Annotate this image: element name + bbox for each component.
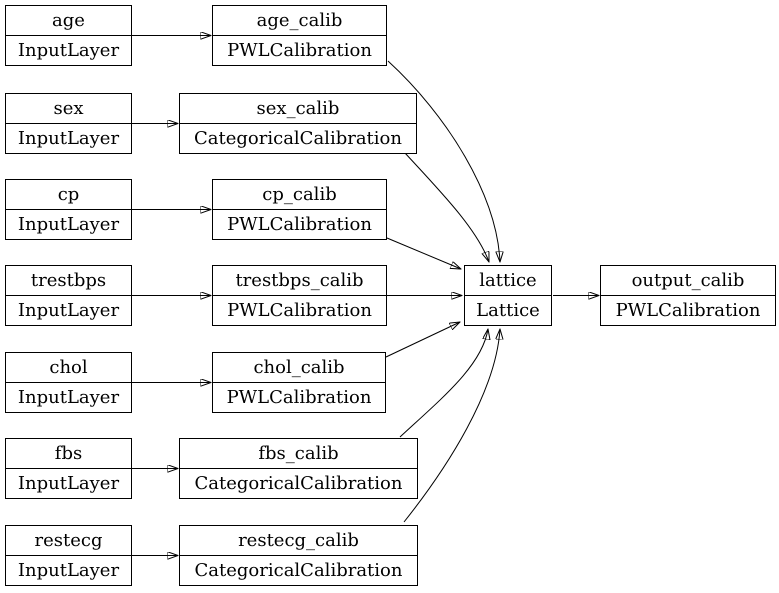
node-name-label: chol — [6, 353, 131, 383]
edge-restecg_calib-to-lattice — [404, 329, 500, 522]
node-type-label: InputLayer — [17, 299, 120, 321]
node-fbs-calib — [179, 438, 418, 499]
edge-cp_calib-to-lattice — [387, 238, 461, 269]
node-name-label: fbs_calib — [180, 439, 417, 469]
node-sex — [5, 93, 132, 154]
node-name-label: trestbps_calib — [213, 266, 386, 296]
node-name-label: age — [6, 6, 131, 36]
node-type-label: Lattice — [476, 299, 540, 321]
node-name-label: age_calib — [213, 6, 386, 36]
node-type-label: CategoricalCalibration — [194, 472, 403, 494]
node-name-label: output_calib — [601, 266, 775, 296]
node-cp — [5, 179, 132, 240]
edge-fbs_calib-to-lattice — [400, 329, 488, 437]
node-chol-calib — [212, 352, 386, 413]
node-type-label: PWLCalibration — [227, 299, 372, 321]
node-name-label: sex — [6, 94, 131, 124]
node-trestbps-calib — [212, 265, 387, 326]
node-name-label: restecg_calib — [180, 526, 417, 556]
node-type-label: CategoricalCalibration — [194, 559, 403, 581]
node-type-label: InputLayer — [17, 39, 120, 61]
node-name-label: cp — [6, 180, 131, 210]
node-output-calib — [600, 265, 776, 326]
node-type-label: InputLayer — [17, 213, 120, 235]
node-sex-calib — [179, 93, 417, 154]
node-trestbps — [5, 265, 132, 326]
node-name-label: cp_calib — [213, 180, 386, 210]
node-lattice — [464, 265, 552, 326]
node-type-label: PWLCalibration — [226, 386, 372, 408]
node-type-label: InputLayer — [17, 559, 120, 581]
node-name-label: restecg — [6, 526, 131, 556]
node-type-label: InputLayer — [17, 472, 120, 494]
node-name-label: trestbps — [6, 266, 131, 296]
node-restecg — [5, 525, 132, 586]
node-fbs — [5, 438, 132, 499]
node-type-label: PWLCalibration — [227, 39, 372, 61]
node-chol — [5, 352, 132, 413]
edge-sex_calib-to-lattice — [405, 153, 489, 262]
node-name-label: fbs — [6, 439, 131, 469]
node-type-label: PWLCalibration — [615, 299, 761, 321]
node-type-label: InputLayer — [17, 127, 120, 149]
node-name-label: lattice — [465, 266, 551, 296]
node-name-label: chol_calib — [213, 353, 385, 383]
node-name-label: sex_calib — [180, 94, 416, 124]
node-restecg-calib — [179, 525, 418, 586]
node-type-label: PWLCalibration — [227, 213, 372, 235]
edge-age_calib-to-lattice — [388, 61, 500, 262]
node-cp-calib — [212, 179, 387, 240]
node-type-label: CategoricalCalibration — [194, 127, 402, 149]
node-type-label: InputLayer — [17, 386, 120, 408]
node-age-calib — [212, 5, 387, 66]
node-age — [5, 5, 132, 66]
edge-chol_calib-to-lattice — [386, 322, 460, 357]
